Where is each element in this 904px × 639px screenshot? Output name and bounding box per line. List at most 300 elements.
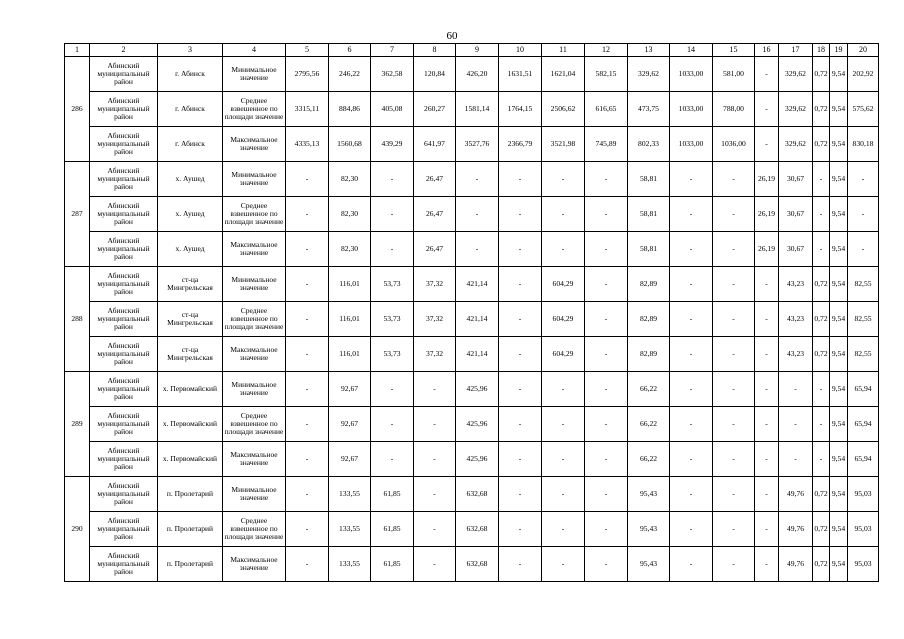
table-cell: 82,89 (628, 302, 670, 337)
table-row (65, 337, 879, 372)
table-cell: 202,92 (848, 57, 879, 92)
table-cell: 66,22 (628, 372, 670, 407)
table-cell: 37,32 (414, 337, 456, 372)
table-cell: 1621,04 (542, 57, 585, 92)
table-cell: 82,55 (848, 267, 879, 302)
column-header: 20 (848, 44, 879, 57)
table-cell: 9,54 (830, 162, 848, 197)
table-cell: - (371, 407, 414, 442)
table-cell: - (755, 547, 779, 582)
header-row (65, 44, 879, 57)
row-number-cell: 289 (65, 372, 90, 477)
table-cell: - (848, 197, 879, 232)
table-cell: 26,47 (414, 197, 456, 232)
table-cell: 95,03 (848, 477, 879, 512)
table-cell: 2366,79 (499, 127, 542, 162)
table-cell: - (585, 477, 628, 512)
table-cell: 133,55 (329, 477, 371, 512)
row-number-cell: 290 (65, 477, 90, 582)
table-cell: - (542, 512, 585, 547)
table-cell: - (813, 407, 830, 442)
table-cell: - (670, 547, 713, 582)
table-cell: Максимальное значение (223, 442, 286, 477)
table-cell: Абинский муниципальный район (90, 547, 158, 582)
table-cell: 830,18 (848, 127, 879, 162)
table-cell: 1033,00 (670, 127, 713, 162)
table-cell: 604,29 (542, 267, 585, 302)
table-cell: - (414, 372, 456, 407)
table-cell: Абинский муниципальный район (90, 197, 158, 232)
table-cell: - (713, 337, 755, 372)
table-cell: - (585, 407, 628, 442)
table-cell: 82,30 (329, 162, 371, 197)
table-cell: 61,85 (371, 477, 414, 512)
table-cell: - (542, 477, 585, 512)
table-cell: 581,00 (713, 57, 755, 92)
table-cell: ст-ца Мингрельская (158, 337, 223, 372)
page-number: 60 (446, 30, 458, 42)
table-cell: - (499, 162, 542, 197)
table-cell: - (670, 162, 713, 197)
table-cell: - (713, 267, 755, 302)
column-header: 6 (329, 44, 371, 57)
column-header: 14 (670, 44, 713, 57)
table-cell: 246,22 (329, 57, 371, 92)
table-cell: 26,47 (414, 162, 456, 197)
table-cell: 95,43 (628, 512, 670, 547)
table-cell: - (542, 372, 585, 407)
table-cell: Среднее взвешенное по площади значение (223, 407, 286, 442)
table-cell: 260,27 (414, 92, 456, 127)
table-body (65, 44, 879, 582)
table-cell: 4335,13 (286, 127, 329, 162)
table-cell: 329,62 (779, 92, 813, 127)
table-cell: Абинский муниципальный район (90, 337, 158, 372)
table-cell: - (371, 162, 414, 197)
table-cell: 9,54 (830, 372, 848, 407)
table-cell: Абинский муниципальный район (90, 92, 158, 127)
table-cell: - (499, 477, 542, 512)
table-cell: Максимальное значение (223, 547, 286, 582)
table-cell: 0,72 (813, 127, 830, 162)
table-cell: 43,23 (779, 337, 813, 372)
table-cell: 116,01 (329, 337, 371, 372)
table-cell: - (848, 162, 879, 197)
table-cell: - (779, 407, 813, 442)
table-cell: - (670, 267, 713, 302)
table-cell: 82,89 (628, 337, 670, 372)
table-cell: - (713, 547, 755, 582)
table-cell: 9,54 (830, 302, 848, 337)
table-cell: х. Аушед (158, 232, 223, 267)
column-header: 15 (713, 44, 755, 57)
table-cell: 58,81 (628, 232, 670, 267)
table-cell: 1033,00 (670, 92, 713, 127)
table-cell: Абинский муниципальный район (90, 477, 158, 512)
table-cell: 95,03 (848, 512, 879, 547)
table-cell: - (713, 407, 755, 442)
row-number-cell: 286 (65, 57, 90, 162)
table-row (65, 477, 879, 512)
table-cell: - (414, 407, 456, 442)
table-cell: - (813, 372, 830, 407)
table-cell: - (755, 267, 779, 302)
table-cell: г. Абинск (158, 57, 223, 92)
table-cell: - (286, 477, 329, 512)
table-row (65, 127, 879, 162)
column-header: 4 (223, 44, 286, 57)
table-cell: 9,54 (830, 232, 848, 267)
table-cell: г. Абинск (158, 127, 223, 162)
table-cell: - (585, 232, 628, 267)
table-cell: 329,62 (628, 57, 670, 92)
table-cell: 604,29 (542, 337, 585, 372)
table-cell: - (713, 477, 755, 512)
table-cell: - (286, 547, 329, 582)
table-cell: 82,55 (848, 302, 879, 337)
table-cell: 9,54 (830, 92, 848, 127)
table-cell: 1631,51 (499, 57, 542, 92)
table-row (65, 372, 879, 407)
table-cell: - (371, 372, 414, 407)
table-cell: 9,54 (830, 267, 848, 302)
table-cell: Абинский муниципальный район (90, 232, 158, 267)
table-cell: - (286, 232, 329, 267)
column-header: 16 (755, 44, 779, 57)
table-cell: 582,15 (585, 57, 628, 92)
table-cell: - (755, 127, 779, 162)
table-cell: - (414, 547, 456, 582)
table-cell: 49,76 (779, 512, 813, 547)
table-cell: 9,54 (830, 127, 848, 162)
table-cell: 426,20 (456, 57, 499, 92)
table-cell: 9,54 (830, 442, 848, 477)
column-header: 2 (90, 44, 158, 57)
table-cell: - (499, 512, 542, 547)
table-cell: Абинский муниципальный район (90, 127, 158, 162)
table-cell: 9,54 (830, 197, 848, 232)
table-cell: - (670, 197, 713, 232)
table-cell: 95,03 (848, 547, 879, 582)
table-row (65, 57, 879, 92)
table-cell: 1560,68 (329, 127, 371, 162)
table-cell: - (371, 197, 414, 232)
table-row (65, 512, 879, 547)
table-cell: Среднее взвешенное по площади значение (223, 197, 286, 232)
table-cell: х. Первомайский (158, 372, 223, 407)
table-cell: - (755, 407, 779, 442)
table-cell: - (499, 372, 542, 407)
table-cell: 1764,15 (499, 92, 542, 127)
table-cell: 329,62 (779, 57, 813, 92)
table-cell: Среднее взвешенное по площади значение (223, 302, 286, 337)
table-cell: - (286, 407, 329, 442)
table-cell: Абинский муниципальный район (90, 512, 158, 547)
table-cell: - (755, 302, 779, 337)
table-cell: 632,68 (456, 547, 499, 582)
table-cell: 95,43 (628, 547, 670, 582)
table-cell: 58,81 (628, 162, 670, 197)
table-cell: - (755, 337, 779, 372)
table-cell: Абинский муниципальный район (90, 57, 158, 92)
table-cell: 65,94 (848, 442, 879, 477)
table-cell: 53,73 (371, 337, 414, 372)
table-cell: Абинский муниципальный район (90, 442, 158, 477)
table-cell: 0,72 (813, 512, 830, 547)
table-cell: - (499, 407, 542, 442)
table-cell: - (286, 197, 329, 232)
table-cell: 2795,56 (286, 57, 329, 92)
table-cell: 1581,14 (456, 92, 499, 127)
column-header: 3 (158, 44, 223, 57)
table-cell: 116,01 (329, 302, 371, 337)
table-cell: 1036,00 (713, 127, 755, 162)
row-number-cell: 287 (65, 162, 90, 267)
table-cell: - (542, 407, 585, 442)
table-cell: Абинский муниципальный район (90, 162, 158, 197)
table-cell: - (755, 442, 779, 477)
table-cell: - (542, 442, 585, 477)
table-cell: 116,01 (329, 267, 371, 302)
table-cell: - (670, 407, 713, 442)
table-cell: - (713, 162, 755, 197)
table-cell: - (779, 372, 813, 407)
table-cell: 43,23 (779, 267, 813, 302)
table-cell: - (755, 477, 779, 512)
table-cell: 0,72 (813, 477, 830, 512)
table-cell: 9,54 (830, 57, 848, 92)
table-cell: Абинский муниципальный район (90, 267, 158, 302)
table-cell: 0,72 (813, 57, 830, 92)
table-cell: Максимальное значение (223, 232, 286, 267)
table-cell: 3527,76 (456, 127, 499, 162)
table-cell: 405,08 (371, 92, 414, 127)
table-cell: - (499, 337, 542, 372)
table-cell: - (499, 442, 542, 477)
table-row (65, 92, 879, 127)
table-cell: - (670, 232, 713, 267)
table-cell: 120,84 (414, 57, 456, 92)
table-cell: Минимальное значение (223, 372, 286, 407)
table-cell: ст-ца Мингрельская (158, 302, 223, 337)
table-cell: Абинский муниципальный район (90, 407, 158, 442)
column-header: 11 (542, 44, 585, 57)
table-cell: 37,32 (414, 267, 456, 302)
table-cell: 0,72 (813, 337, 830, 372)
table-cell: - (414, 512, 456, 547)
column-header: 1 (65, 44, 90, 57)
table-cell: - (755, 92, 779, 127)
table-cell: - (456, 232, 499, 267)
table-cell: 802,33 (628, 127, 670, 162)
table-cell: 30,67 (779, 197, 813, 232)
table-cell: - (585, 372, 628, 407)
table-cell: 425,96 (456, 407, 499, 442)
table-cell: - (499, 197, 542, 232)
table-cell: - (755, 512, 779, 547)
column-header: 18 (813, 44, 830, 57)
table-cell: 43,23 (779, 302, 813, 337)
column-header: 19 (830, 44, 848, 57)
table-cell: п. Пролетарий (158, 512, 223, 547)
table-cell: - (670, 442, 713, 477)
table-cell: - (813, 232, 830, 267)
table-cell: 3315,11 (286, 92, 329, 127)
table-cell: 49,76 (779, 547, 813, 582)
table-cell: - (499, 267, 542, 302)
table-cell: - (755, 372, 779, 407)
table-cell: - (779, 442, 813, 477)
table-cell: - (499, 232, 542, 267)
table-row (65, 162, 879, 197)
table-cell: 61,85 (371, 512, 414, 547)
table-cell: п. Пролетарий (158, 547, 223, 582)
table-cell: - (286, 162, 329, 197)
table-cell: - (713, 302, 755, 337)
table-cell: Максимальное значение (223, 127, 286, 162)
table-cell: 425,96 (456, 442, 499, 477)
table-cell: - (286, 267, 329, 302)
table-cell: Минимальное значение (223, 162, 286, 197)
row-number-cell: 288 (65, 267, 90, 372)
table-cell: 82,30 (329, 197, 371, 232)
table-cell: 30,67 (779, 232, 813, 267)
table-cell: Максимальное значение (223, 337, 286, 372)
table-cell: - (713, 232, 755, 267)
table-cell: 133,55 (329, 512, 371, 547)
table-cell: - (499, 547, 542, 582)
table-cell: - (713, 512, 755, 547)
table-cell: 1033,00 (670, 57, 713, 92)
table-row (65, 197, 879, 232)
table-cell: 641,97 (414, 127, 456, 162)
table-cell: х. Аушед (158, 162, 223, 197)
table-cell: - (371, 442, 414, 477)
table-cell: 92,67 (329, 442, 371, 477)
table-cell: 788,00 (713, 92, 755, 127)
table-cell: 92,67 (329, 372, 371, 407)
table-cell: 65,94 (848, 372, 879, 407)
table-cell: 421,14 (456, 302, 499, 337)
table-cell: - (713, 442, 755, 477)
table-cell: 9,54 (830, 337, 848, 372)
table-cell: 421,14 (456, 337, 499, 372)
table-cell: 425,96 (456, 372, 499, 407)
table-cell: 133,55 (329, 547, 371, 582)
table-cell: 439,29 (371, 127, 414, 162)
table-cell: 0,72 (813, 92, 830, 127)
column-header: 17 (779, 44, 813, 57)
table-cell: - (456, 162, 499, 197)
table-row (65, 442, 879, 477)
table-cell: - (371, 232, 414, 267)
table-cell: Абинский муниципальный район (90, 302, 158, 337)
table-cell: 53,73 (371, 302, 414, 337)
table-row (65, 547, 879, 582)
table-cell: 0,72 (813, 267, 830, 302)
table-cell: Абинский муниципальный район (90, 372, 158, 407)
table-cell: - (585, 302, 628, 337)
table-cell: - (585, 197, 628, 232)
table-cell: х. Первомайский (158, 442, 223, 477)
table-cell: 49,76 (779, 477, 813, 512)
table-cell: 92,67 (329, 407, 371, 442)
table-cell: 82,55 (848, 337, 879, 372)
table-cell: - (542, 197, 585, 232)
table-cell: 30,67 (779, 162, 813, 197)
table-cell: - (286, 512, 329, 547)
table-row (65, 302, 879, 337)
column-header: 10 (499, 44, 542, 57)
table-cell: ст-ца Мингрельская (158, 267, 223, 302)
table-cell: 0,72 (813, 547, 830, 582)
table-cell: 632,68 (456, 512, 499, 547)
table-cell: - (755, 57, 779, 92)
table-cell: - (848, 232, 879, 267)
table-row (65, 232, 879, 267)
table-cell: - (414, 442, 456, 477)
table-cell: - (585, 442, 628, 477)
table-row (65, 407, 879, 442)
table-cell: 9,54 (830, 547, 848, 582)
table-cell: х. Аушед (158, 197, 223, 232)
table-cell: 53,73 (371, 267, 414, 302)
table-cell: 616,65 (585, 92, 628, 127)
table-cell: Среднее взвешенное по площади значение (223, 512, 286, 547)
table-cell: - (670, 302, 713, 337)
table-cell: - (713, 197, 755, 232)
table-cell: - (456, 197, 499, 232)
table-cell: 82,89 (628, 267, 670, 302)
table-cell: - (286, 337, 329, 372)
table-cell: 421,14 (456, 267, 499, 302)
table-cell: - (813, 442, 830, 477)
table-cell: 66,22 (628, 442, 670, 477)
table-cell: 0,72 (813, 302, 830, 337)
table-cell: 2506,62 (542, 92, 585, 127)
table-cell: 58,81 (628, 197, 670, 232)
table-cell: 9,54 (830, 512, 848, 547)
table-cell: Минимальное значение (223, 267, 286, 302)
table-cell: - (813, 197, 830, 232)
table-cell: 26,19 (755, 232, 779, 267)
table-cell: 884,86 (329, 92, 371, 127)
table-cell: Среднее взвешенное по площади значение (223, 92, 286, 127)
table-cell: - (670, 512, 713, 547)
table-cell: - (585, 512, 628, 547)
table-cell: 632,68 (456, 477, 499, 512)
table-cell: 604,29 (542, 302, 585, 337)
table-cell: 26,19 (755, 197, 779, 232)
table-cell: 745,89 (585, 127, 628, 162)
table-cell: 9,54 (830, 407, 848, 442)
column-header: 9 (456, 44, 499, 57)
table-cell: - (542, 162, 585, 197)
table-cell: - (713, 372, 755, 407)
table-cell: - (585, 162, 628, 197)
column-header: 7 (371, 44, 414, 57)
column-header: 13 (628, 44, 670, 57)
column-header: 5 (286, 44, 329, 57)
table-cell: 26,47 (414, 232, 456, 267)
table-cell: - (542, 232, 585, 267)
table-cell: - (286, 372, 329, 407)
table-cell: - (585, 267, 628, 302)
table-cell: 37,32 (414, 302, 456, 337)
table-cell: 9,54 (830, 477, 848, 512)
table-cell: - (585, 337, 628, 372)
table-cell: 575,62 (848, 92, 879, 127)
